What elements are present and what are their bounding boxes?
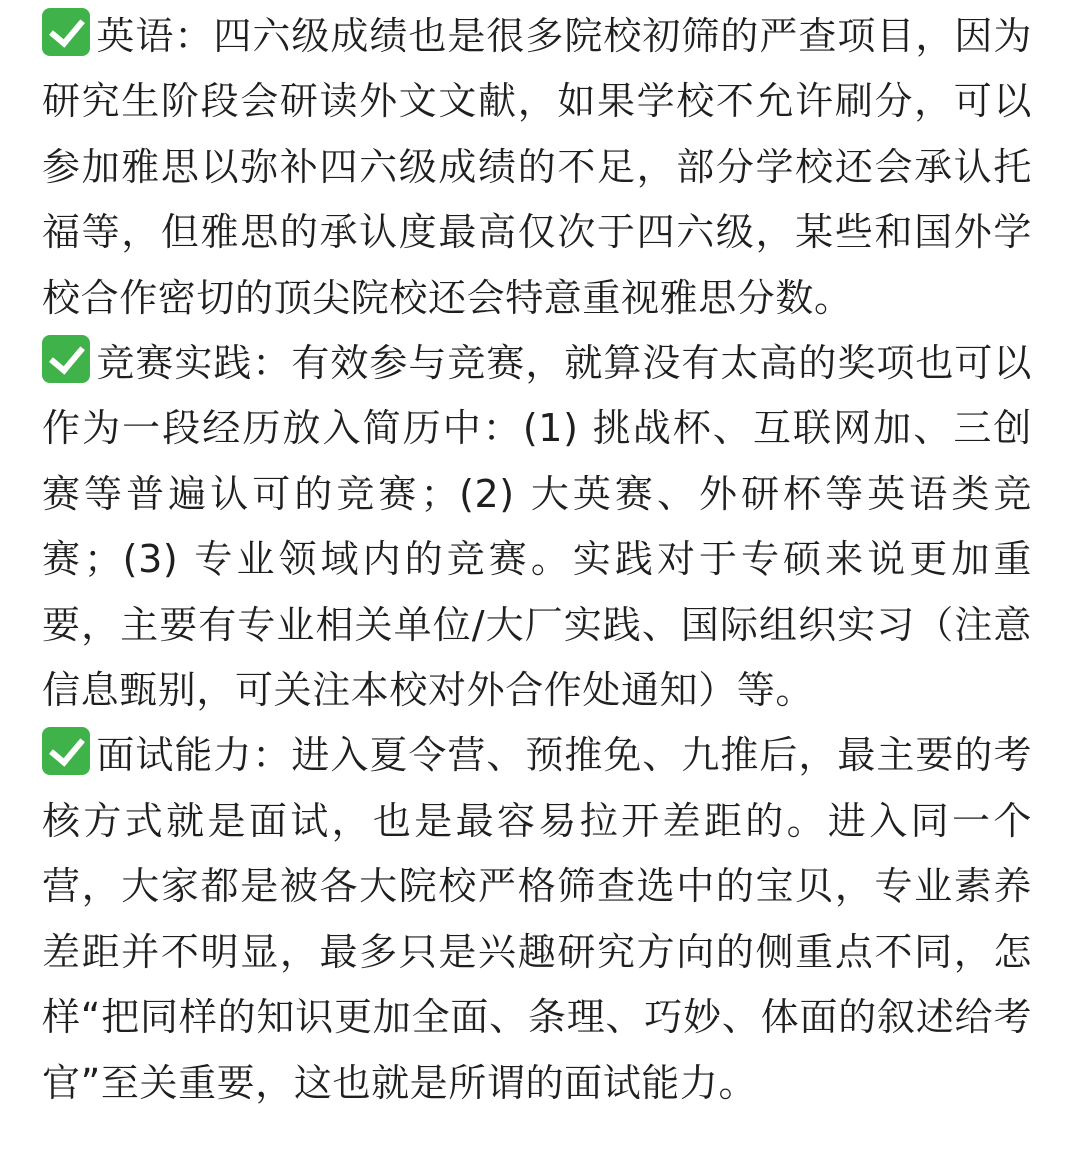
white-check-mark-icon [42,727,90,775]
section-competition-practice [42,331,1032,723]
section-heading: 英语： [96,14,214,58]
document-body [42,4,1032,1116]
section-text: 四六级成绩也是很多院校初筛的严查项目，因为研究生阶段会研读外文文献，如果学校不允许刷分，可以参加雅思以弥补四六级成绩的不足，部分学校还会承认托福等，但雅思的承认度最高仅次于四六级，某些和国外学校合作密切的顶尖院校还会特意重视雅思分数。 [42,14,1032,320]
white-check-mark-icon [42,335,90,383]
section-text: 有效参与竞赛，就算没有太高的奖项也可以作为一段经历放入简历中：(1) 挑战杯、互联网加、三创赛等普遍认可的竞赛；(2) 大英赛、外研杯等英语类竞赛；(3) 专业领域内的竞赛。实践对于专硕来说更加重要，主要有专业相关单位/大厂实践、国际组织实习（注意信息甄别，可关注本校对外合作处通知）等。 [42,341,1032,713]
white-check-mark-icon [42,8,90,56]
section-english [42,4,1032,331]
section-text: 进入夏令营、预推免、九推后，最主要的考核方式就是面试，也是最容易拉开差距的。进入同一个营，大家都是被各大院校严格筛查选中的宝贝，专业素养差距并不明显，最多只是兴趣研究方向的侧重点不同，怎样“把同样的知识更加全面、条理、巧妙、体面的叙述给考官”至关重要，这也就是所谓的面试能力。 [42,733,1032,1105]
section-heading: 竞赛实践： [96,341,292,386]
section-heading: 面试能力： [96,733,292,778]
section-interview-ability [42,723,1032,1115]
